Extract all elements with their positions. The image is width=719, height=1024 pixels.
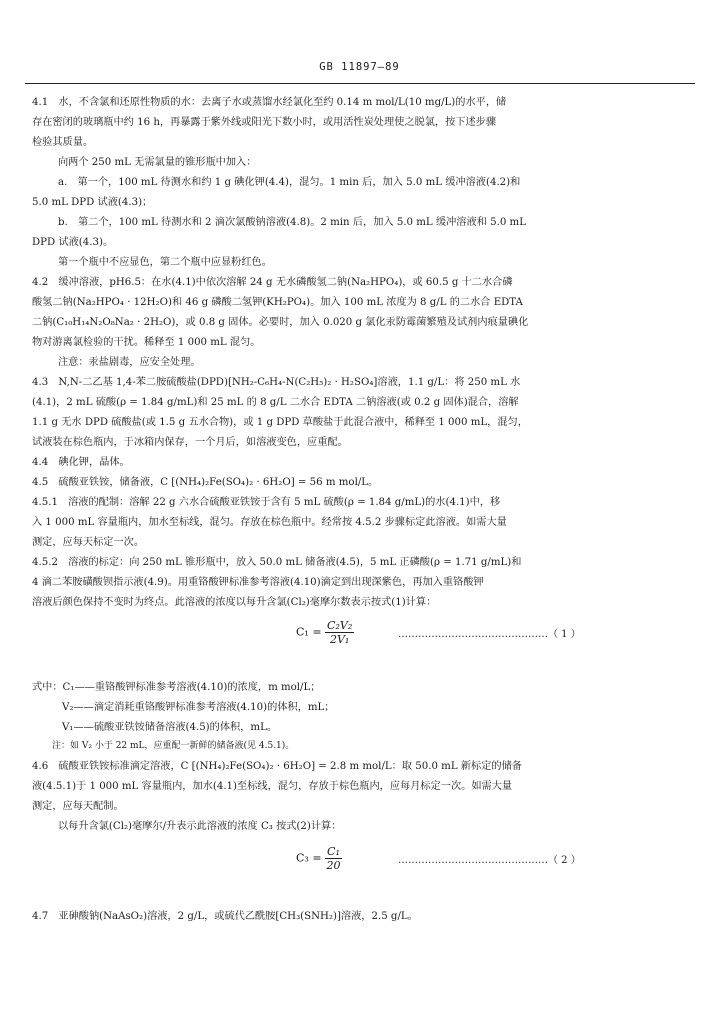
text-line: 注意：汞盐剧毒，应安全处理。 [58,357,201,368]
equation-1-denominator: 2V₁ [329,633,350,646]
text-line: 4.5.1 溶液的配制：溶解 22 g 六水合硫酸亚铁铵于含有 5 mL 硫酸(ρ = 1.84 g/mL)的水(4.1)中，移 [32,497,501,508]
text-line: 1.1 g 无水 DPD 硫酸盐(或 1.5 g 五水合物)，或 1 g DPD 草酸盐于此混合液中，稀释至 1 000 mL，混匀， [32,417,528,428]
text-line: 第一个瓶中不应显色，第二个瓶中应显粉红色。 [58,257,272,268]
text-line: 4.7 亚砷酸钠(NaAsO₂)溶液，2 g/L，或硫代乙酰胺[CH₃(SNH₂)]溶液，2.5 g/L。 [32,911,418,922]
text-line: 试液装在棕色瓶内，于冰箱内保存，一个月后，如溶液变色，应重配。 [32,437,348,448]
equation-1-fraction [325,620,354,645]
text-line: b. 第二个，100 mL 待测水和 2 滴次氯酸钠溶液(4.8)。2 min 后，加入 5.0 mL 缓冲溶液和 5.0 mL [58,217,526,228]
text-line: 向两个 250 mL 无需氯量的锥形瓶中加入： [58,157,257,168]
text-line: 溶液后颜色保持不变时为终点。此溶液的浓度以每升含氯(Cl₂)毫摩尔数表示按式(1)计算： [32,597,437,608]
text-line: 4.6 硫酸亚铁铵标准滴定溶液，C [(NH₄)₂Fe(SO₄)₂ · 6H₂O] = 2.8 m mol/L：取 50.0 mL 新标定的储备 [32,761,522,772]
equation-2-lhs: C₃ = [296,851,322,865]
text-line: 测定，应每天标定一次。 [32,537,145,548]
text-line: 4.3 N,N-二乙基 1,4-苯二胺硫酸盐(DPD)[NH₂-C₆H₄-N(C₂H₅)₂ · H₂SO₄]溶液，1.1 g/L：将 250 mL 水 [32,377,521,388]
text-line: 物对游离氯检验的干扰。稀释至 1 000 mL 混匀。 [32,337,261,348]
text-line: 存在密闭的玻璃瓶中约 16 h，再暴露于紫外线或阳光下数小时，或用活性炭处理使之脱氯，按下述步骤 [32,117,497,128]
equation-1-lhs: C₁ = [296,625,322,639]
text-line: 液(4.5.1)于 1 000 mL 容量瓶内，加水(4.1)至标线，混匀，存放于棕色瓶内，应每月标定一次。如需大量 [32,781,513,792]
text-line: 入 1 000 mL 容量瓶内，加水至标线，混匀。存放在棕色瓶中。经常按 4.5.2 步骤标定此溶液。如需大量 [32,517,507,528]
text-line: 式中：C₁——重铬酸钾标准参考溶液(4.10)的浓度，m mol/L； [32,682,321,693]
text-line: 4.4 碘化钾，晶体。 [32,457,130,468]
text-line: 4.2 缓冲溶液，pH6.5：在水(4.1)中依次溶解 24 g 无水磷酸氢二钠(Na₂HPO₄)，或 60.5 g 十二水合磷 [32,277,513,288]
equation-1-number: ………………………………………（ 1 ） [398,629,581,640]
equation-1-numerator: C₂V₂ [327,619,353,632]
text-line: 注：如 V₂ 小于 22 mL，应重配一新鲜的储备液(见 4.5.1)。 [52,741,295,751]
text-line: 酸氢二钠(Na₂HPO₄ · 12H₂O)和 46 g 磷酸二氢钾(KH₂PO₄)。加入 100 mL 浓度为 8 g/L 的二水合 EDTA [32,297,523,308]
header-rule [25,83,695,84]
page-header: GB 11897—89 [319,61,400,73]
equation-1 [296,620,354,645]
text-line: 以每升含氯(Cl₂)毫摩尔/升表示此溶液的浓度 C₃ 按式(2)计算： [58,821,342,832]
text-line: 5.0 mL DPD 试液(4.3)； [32,197,153,208]
text-line: a. 第一个，100 mL 待测水和约 1 g 碘化钾(4.4)，混匀。1 min 后，加入 5.0 mL 缓冲溶液(4.2)和 [58,177,521,188]
text-line: 4.1 水，不含氯和还原性物质的水：去离子水或蒸馏水经氯化至约 0.14 m mol/L(10 mg/L)的水平，储 [32,97,507,108]
equation-2-fraction [325,846,342,871]
equation-2 [296,846,342,871]
text-line: V₁——硫酸亚铁铵储备溶液(4.5)的体积，mL。 [62,722,278,733]
text-line: 4.5.2 溶液的标定：向 250 mL 锥形瓶中，放入 50.0 mL 储备液(4.5)，5 mL 正磷酸(ρ = 1.71 g/mL)和 [32,557,522,568]
equation-2-numerator: C₁ [327,845,340,858]
equation-2-denominator: 20 [326,859,341,872]
text-line: 二钠(C₁₀H₁₄N₂O₈Na₂ · 2H₂O)，或 0.8 g 固体。必要时，加入 0.020 g 氯化汞防霉菌繁殖及试剂内痕量碘化 [32,317,529,328]
text-line: 4.5 硫酸亚铁铵，储备液，C [(NH₄)₂Fe(SO₄)₂ · 6H₂O] = 56 m mol/L。 [32,477,379,488]
text-line: 4 滴二苯胺磺酸钡指示液(4.9)。用重铬酸钾标准参考溶液(4.10)滴定到出现深紫色，再加入重铬酸钾 [32,577,484,588]
text-line: 检验其质量。 [32,137,94,148]
equation-2-number: ………………………………………（ 2 ） [398,855,581,866]
text-line: 测定，应每天配制。 [32,801,124,812]
text-line: V₂——滴定消耗重铬酸钾标准参考溶液(4.10)的体积，mL； [62,702,335,713]
text-line: DPD 试液(4.3)。 [32,237,114,248]
text-line: (4.1)，2 mL 硫酸(ρ = 1.84 g/mL)和 25 mL 的 8 g/L 二水合 EDTA 二钠溶液(或 0.2 g 固体)混合，溶解 [32,397,519,408]
